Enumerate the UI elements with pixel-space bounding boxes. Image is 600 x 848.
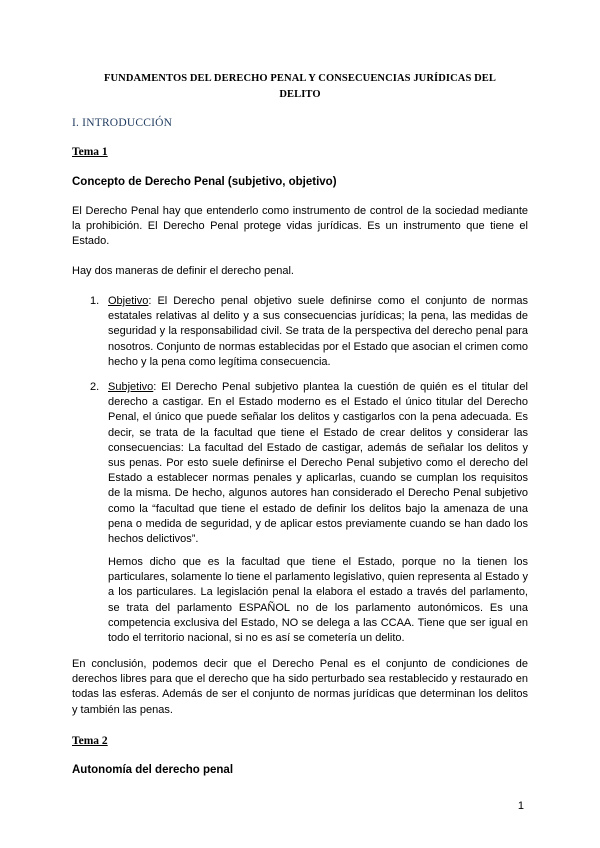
tema-2-heading: Autonomía del derecho penal bbox=[72, 764, 234, 776]
list-item-objetivo bbox=[108, 294, 528, 370]
intro-paragraph: El Derecho Penal hay que entenderlo como instrumento de control de la sociedad mediante la prohibición. El Derecho Penal protege vidas jurídicas. Es un instrumento que tiene el Estado. bbox=[72, 205, 528, 248]
subjetivo-extra-paragraph: Hemos dicho que es la facultad que tiene el Estado, porque no la tienen los particulares, solamente lo tiene el parlamento legislativo, quien representa al Estado y a los particulares. La legislación penal la elabora el estado a través del parlamento, se trata del parlamento ESPAÑOL no de los parlamento autonómicos. Es una competencia exclusiva del Estado, NO se delega a las CCAA. Tiene que ser igual en todo el territorio nacional, si no es así se cometería un delito. bbox=[108, 556, 528, 645]
tema-1-label: Tema 1 bbox=[72, 146, 108, 158]
subjetivo-text: : El Derecho Penal subjetivo plantea la cuestión de quién es el titular del derecho a castigar. En el Estado moderno es el Estado el único titular del Derecho Penal, el único que puede señalar los delitos y castigarlos con la pena adecuada. Es decir, se trata de la facultad que tiene el Estado de crear delitos y considerar las consecuencias: La facultad del Estado de castigar, además de señalar los delitos y sus penas. Por esto suele definirse el Derecho Penal subjetivo como el derecho del Estado a establecer normas penales y aplicarlas, cuando se cumplan los requisitos de la misma. De hecho, algunos autores han considerado el Derecho Penal subjetivo como la “facultad que tiene el estado de definir los delitos bajo la amenaza de una pena o medida de seguridad, y de aplicar estos previamente cuando se han dado los hechos delictivos”. bbox=[108, 381, 528, 546]
list-item-number: 1. bbox=[90, 295, 100, 307]
conclusion-paragraph: En conclusión, podemos decir que el Derecho Penal es el conjunto de condiciones de derechos libres para que el derecho que ha sido perturbado sea restablecido y restaurado en todas las esferas. Además de ser el conjunto de normas jurídicas que determinan los delitos y también las penas. bbox=[72, 658, 528, 716]
section-heading: I. INTRODUCCIÓN bbox=[72, 117, 173, 129]
list-item-number: 2. bbox=[90, 381, 100, 393]
term-objetivo: Objetivo bbox=[108, 295, 149, 307]
lead-paragraph: Hay dos maneras de definir el derecho penal. bbox=[72, 265, 294, 277]
document-title: FUNDAMENTOS DEL DERECHO PENAL Y CONSECUENCIAS JURÍDICAS DEL DELITO bbox=[103, 73, 497, 100]
page-number: 1 bbox=[517, 800, 524, 812]
tema-2-label: Tema 2 bbox=[72, 735, 108, 747]
objetivo-text: : El Derecho penal objetivo suele definirse como el conjunto de normas estatales relativas al delito y a sus consecuencias jurídicas; la pena, las medidas de seguridad y la responsabilidad civil. Se trata de la perspectiva del derecho penal para nosotros. Conjunto de normas establecidas por el Estado que asocian el crimen como hecho y la pena como legítima consecuencia. bbox=[108, 295, 528, 368]
term-subjetivo: Subjetivo bbox=[108, 381, 154, 393]
tema-1-heading: Concepto de Derecho Penal (subjetivo, objetivo) bbox=[72, 176, 337, 188]
list-item-subjetivo bbox=[108, 380, 528, 547]
